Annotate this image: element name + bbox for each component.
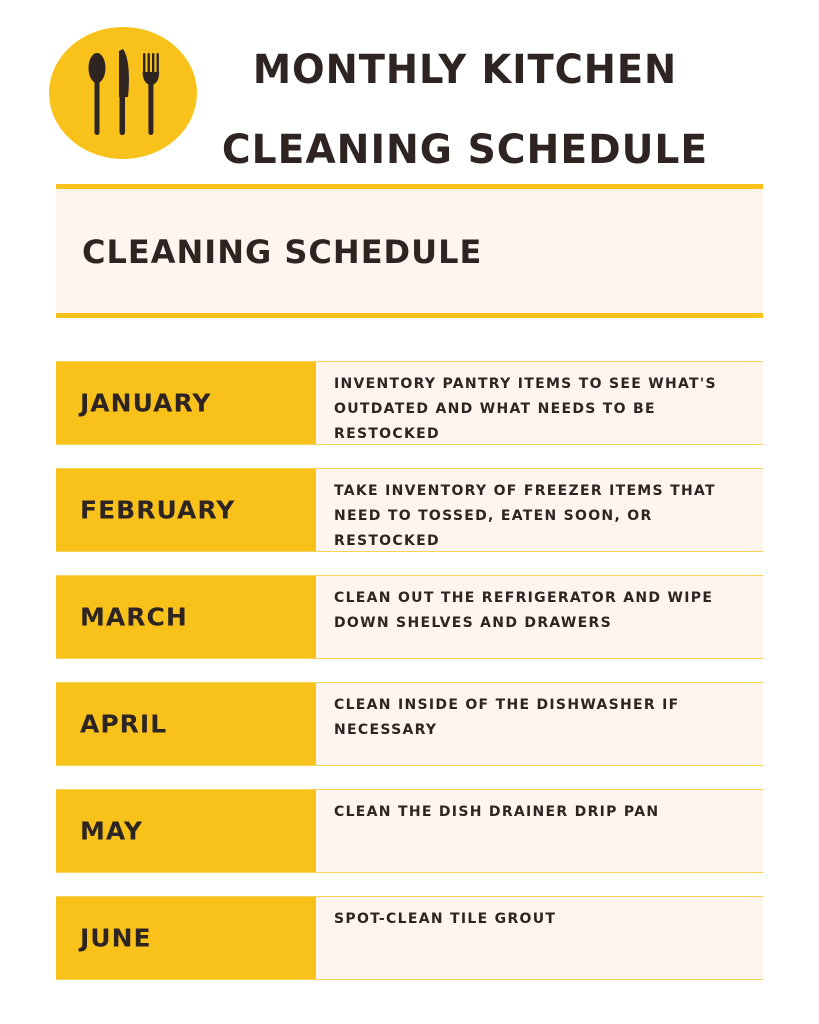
task-text: TAKE INVENTORY OF FREEZER ITEMS THAT NEED TO TOSSED, EATEN SOON, OR RESTOCKED [334, 483, 716, 549]
table-row [56, 361, 763, 445]
month-cell [56, 362, 316, 444]
month-label: MAY [80, 816, 143, 846]
task-text: SPOT-CLEAN TILE GROUT [334, 911, 557, 927]
month-label: MARCH [80, 602, 188, 632]
task-text: CLEAN INSIDE OF THE DISHWASHER IF NECESSARY [334, 697, 680, 738]
month-cell [56, 576, 316, 658]
month-cell [56, 790, 316, 872]
table-row [56, 896, 763, 980]
logo-badge [49, 27, 197, 159]
task-text: INVENTORY PANTRY ITEMS TO SEE WHAT'S OUTDATED AND WHAT NEEDS TO BE RESTOCKED [334, 376, 717, 442]
month-cell [56, 897, 316, 979]
schedule-table [56, 361, 763, 1003]
month-label: JANUARY [80, 388, 212, 418]
month-cell [56, 683, 316, 765]
month-label: JUNE [80, 923, 152, 953]
title-line-1: MONTHLY KITCHEN [252, 47, 678, 93]
task-text: CLEAN THE DISH DRAINER DRIP PAN [334, 804, 660, 820]
table-row [56, 575, 763, 659]
schedule-heading-panel [56, 184, 763, 318]
month-label: APRIL [80, 709, 168, 739]
month-cell [56, 469, 316, 551]
page-title [215, 30, 715, 190]
table-row [56, 789, 763, 873]
utensils-icon [49, 27, 197, 159]
task-cell [316, 469, 763, 551]
knife-icon [119, 49, 129, 135]
task-cell [316, 897, 763, 979]
task-cell [316, 790, 763, 872]
fork-icon [143, 53, 160, 135]
spoon-icon [89, 53, 106, 135]
month-label: FEBRUARY [80, 495, 236, 525]
title-line-2: CLEANING SCHEDULE [221, 127, 709, 173]
table-row [56, 682, 763, 766]
task-cell [316, 683, 763, 765]
table-row [56, 468, 763, 552]
section-heading: CLEANING SCHEDULE [82, 233, 483, 271]
task-text: CLEAN OUT THE REFRIGERATOR AND WIPE DOWN SHELVES AND DRAWERS [334, 590, 714, 631]
task-cell [316, 576, 763, 658]
task-cell [316, 362, 763, 444]
